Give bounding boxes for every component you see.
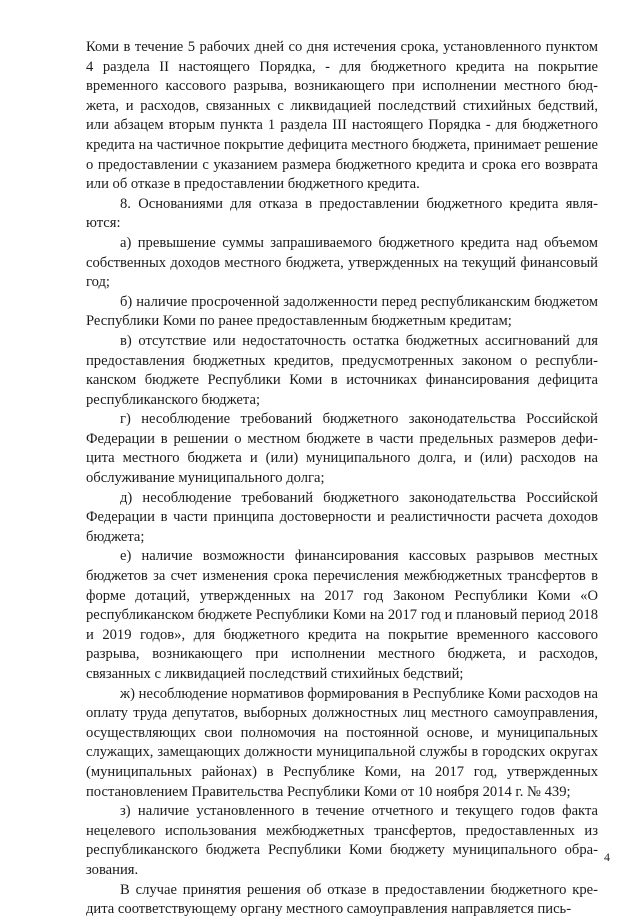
paragraph-item-e: е) наличие возможности финансирования кассовых разрывов местных бюджетов за счет изменения срока перечисления межбюджетных трансфертов в форме дотаций, утвержденных на 2017 год Законом Республики Коми «О республиканском бюджете Республики Коми на 2017 год и плановый период 2018 и 2019 годов», для бюджетного кредита на покрытие временного кассового разрыва, возникающего при исполнении местного бюджета, и расходов, связанных с ликвидацией последствий стихийных бедствий; bbox=[86, 548, 598, 682]
paragraph-continuation: Коми в течение 5 рабочих дней со дня истечения срока, установленного пунктом 4 раздела II настоящего Порядка, - для бюджетного кредита на покрытие временного кассового разрыва, возникающего при исполнении местного бюджета, и расходов, связанных с ликвидацией последствий стихийных бедствий, или абзацем вторым пункта 1 раздела III настоящего Порядка - для бюджетного кредита на частичное покрытие дефицита местного бюджета, принимает решение о предоставлении с указанием размера бюджетного кредита и срока его возврата или об отказе в предоставлении бюджетного кредита. bbox=[86, 39, 598, 193]
paragraph-item-b: б) наличие просроченной задолженности перед республиканским бюджетом Республики Коми по ранее предоставленным бюджетным кредитам; bbox=[86, 293, 598, 330]
paragraph-item-a: а) превышение суммы запрашиваемого бюджетного кредита над объемом собственных доходов местного бюджета, утвержденных на текущий финансовый год; bbox=[86, 234, 598, 291]
paragraph-refusal-notice: В случае принятия решения об отказе в предоставлении бюджетного кредита соответствующему органу местного самоуправления направляется пись- bbox=[86, 881, 598, 918]
page-number: 4 bbox=[604, 850, 610, 864]
paragraph-item-8: 8. Основаниями для отказа в предоставлении бюджетного кредита являются: bbox=[86, 195, 598, 232]
paragraph-item-d: д) несоблюдение требований бюджетного законодательства Российской Федерации в части принципа достоверности и реалистичности расчета доходов бюджета; bbox=[86, 489, 598, 545]
document-page bbox=[86, 38, 598, 920]
paragraph-item-g: г) несоблюдение требований бюджетного законодательства Российской Федерации в решении о местном бюджете в части предельных размеров дефицита местного бюджета и (или) муниципального долга, и (или) расходов на обслуживание муниципального долга; bbox=[86, 411, 598, 487]
paragraph-item-zh: ж) несоблюдение нормативов формирования в Республике Коми расходов на оплату труда депутатов, выборных должностных лиц местного самоуправления, осуществляющих свои полномочия на постоянной основе, и муниципальных служащих, замещающих должности муниципальной службы в городских округах (муниципальных районах) в Республике Коми, на 2017 год, утвержденных постановлением Правительства Республики Коми от 10 ноября 2014 г. № 439; bbox=[86, 685, 598, 800]
paragraph-item-z: з) наличие установленного в течение отчетного и текущего годов факта нецелевого использования межбюджетных трансфертов, предоставленных из республиканского бюджета Республики Коми бюджету муниципального образования. bbox=[86, 803, 598, 878]
paragraph-item-v: в) отсутствие или недостаточность остатка бюджетных ассигнований для предоставления бюджетных кредитов, предусмотренных законом о республиканском бюджете Республики Коми в источниках финансирования дефицита республиканского бюджета; bbox=[86, 332, 598, 408]
